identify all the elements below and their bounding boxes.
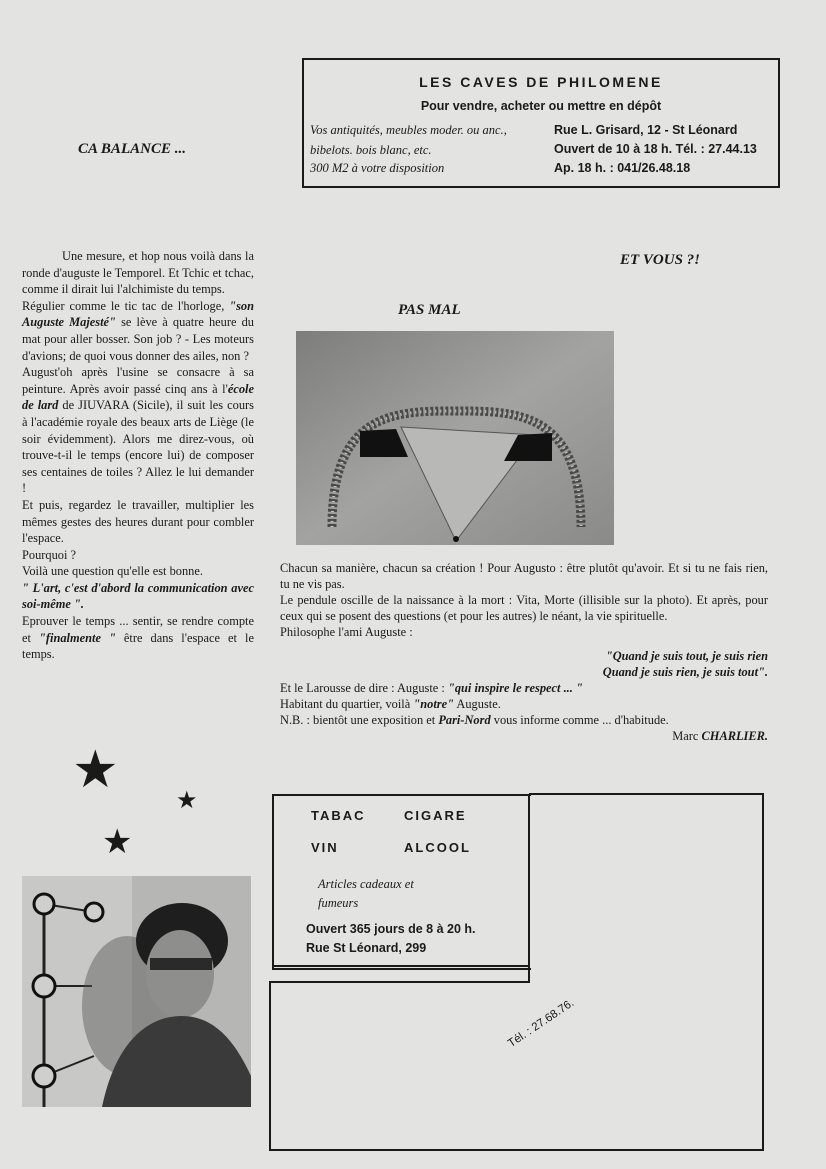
paragraph: Eprouver le temps ... sentir, se rendre compte et "finalmente " être dans l'espace et le temps. [22,614,254,662]
ad-right-line: Ouvert de 10 à 18 h. Tél. : 27.44.13 [554,142,757,156]
ad-right-line: Rue L. Grisard, 12 - St Léonard [554,123,738,137]
star-icon: ★ [102,824,133,861]
phone-note: Tél. : 27.68.76. [506,997,577,1050]
portrait-image [22,876,251,1107]
ad-left-line: bibelots. bois blanc, etc. [310,143,432,157]
ad-address: Rue St Léonard, 299 [306,941,427,955]
star-icon: ★ [72,742,119,799]
quote-line: Quand je suis rien, je suis tout". [602,665,768,679]
paragraph: Régulier comme le tic tac de l'horloge, "son Auguste Majesté" se lève à quatre heure du mat pour aller bosser. Son job ? - Les moteurs d'avions; de quoi vous donner des ailes, non ? [22,298,254,363]
quote: " L'art, c'est d'abord la communication avec soi-même ". [22,580,254,612]
ad-right-line: Ap. 18 h. : 041/26.48.18 [554,161,691,175]
paragraph: August'oh après l'usine se consacre à sa peinture. Après avoir passé cinq ans à l'école de lard de JIUVARA (Sicile), il suit les cours à l'académie royale des beaux arts de Liège (le soir évidemment). Alors me direz-vous, où trouve-t-il le temps (encore lui) de composer ses centaines de toiles ? Allez le lui demander ! [22,365,254,496]
ad-left-line: Vos antiquités, meubles moder. ou anc., [310,123,507,137]
signature: Marc CHARLIER. [672,729,768,743]
paragraph: Chacun sa manière, chacun sa création ! Pour Augusto : être plutôt qu'avoir. Et si tu ne fais rien, tu ne vis pas. [280,561,768,591]
paragraph: Pourquoi ? [22,547,77,562]
paragraph: Voilà une question qu'elle est bonne. [22,564,203,579]
heading-et-vous: ET VOUS ?! [620,252,701,268]
paragraph: N.B. : bientôt une exposition et Pari-Nord vous informe comme ... d'habitude. [280,713,669,727]
ad-subtitle: Pour vendre, acheter ou mettre en dépôt [420,99,662,113]
ad-word: TABAC [311,808,366,823]
star-icon: ★ [176,788,198,814]
ad-word: VIN [311,840,339,855]
quote-line: "Quand je suis tout, je suis rien [605,649,768,663]
ad-left-line: 300 M2 à votre disposition [310,161,445,175]
ad-title: LES CAVES DE PHILOMENE [419,74,663,90]
heading-pas-mal: PAS MAL [398,302,461,318]
ad-word: ALCOOL [404,840,471,855]
ad-line: Articles cadeaux et [318,877,414,891]
paragraph: Une mesure, et hop nous voilà dans la ronde d'auguste le Temporel. Et Tchic et tchac, comme il dirait lui l'alchimiste du temps. [22,249,254,297]
ad-word: CIGARE [404,808,467,823]
ad-hours: Ouvert 365 jours de 8 à 20 h. [306,922,476,936]
ad-line: fumeurs [318,896,359,910]
paragraph: Habitant du quartier, voilà "notre" Auguste. [280,697,501,711]
paragraph: Le pendule oscille de la naissance à la mort : Vita, Morte (illisible sur la photo). Et après, pour ceux qui se posent des questions (et pour les autres) le néant, la vie spirituelle. [280,593,768,623]
paragraph: Et le Larousse de dire : Auguste : "qui inspire le respect ... " [280,681,583,695]
paragraph: Et puis, regardez le travailler, multiplier les mêmes gestes des heures durant pour combler l'espace. [22,497,254,546]
paragraph: Philosophe l'ami Auguste : [280,625,413,639]
artist-portrait-photo [22,876,251,1107]
heading-ca-balance: CA BALANCE ... [78,141,186,157]
